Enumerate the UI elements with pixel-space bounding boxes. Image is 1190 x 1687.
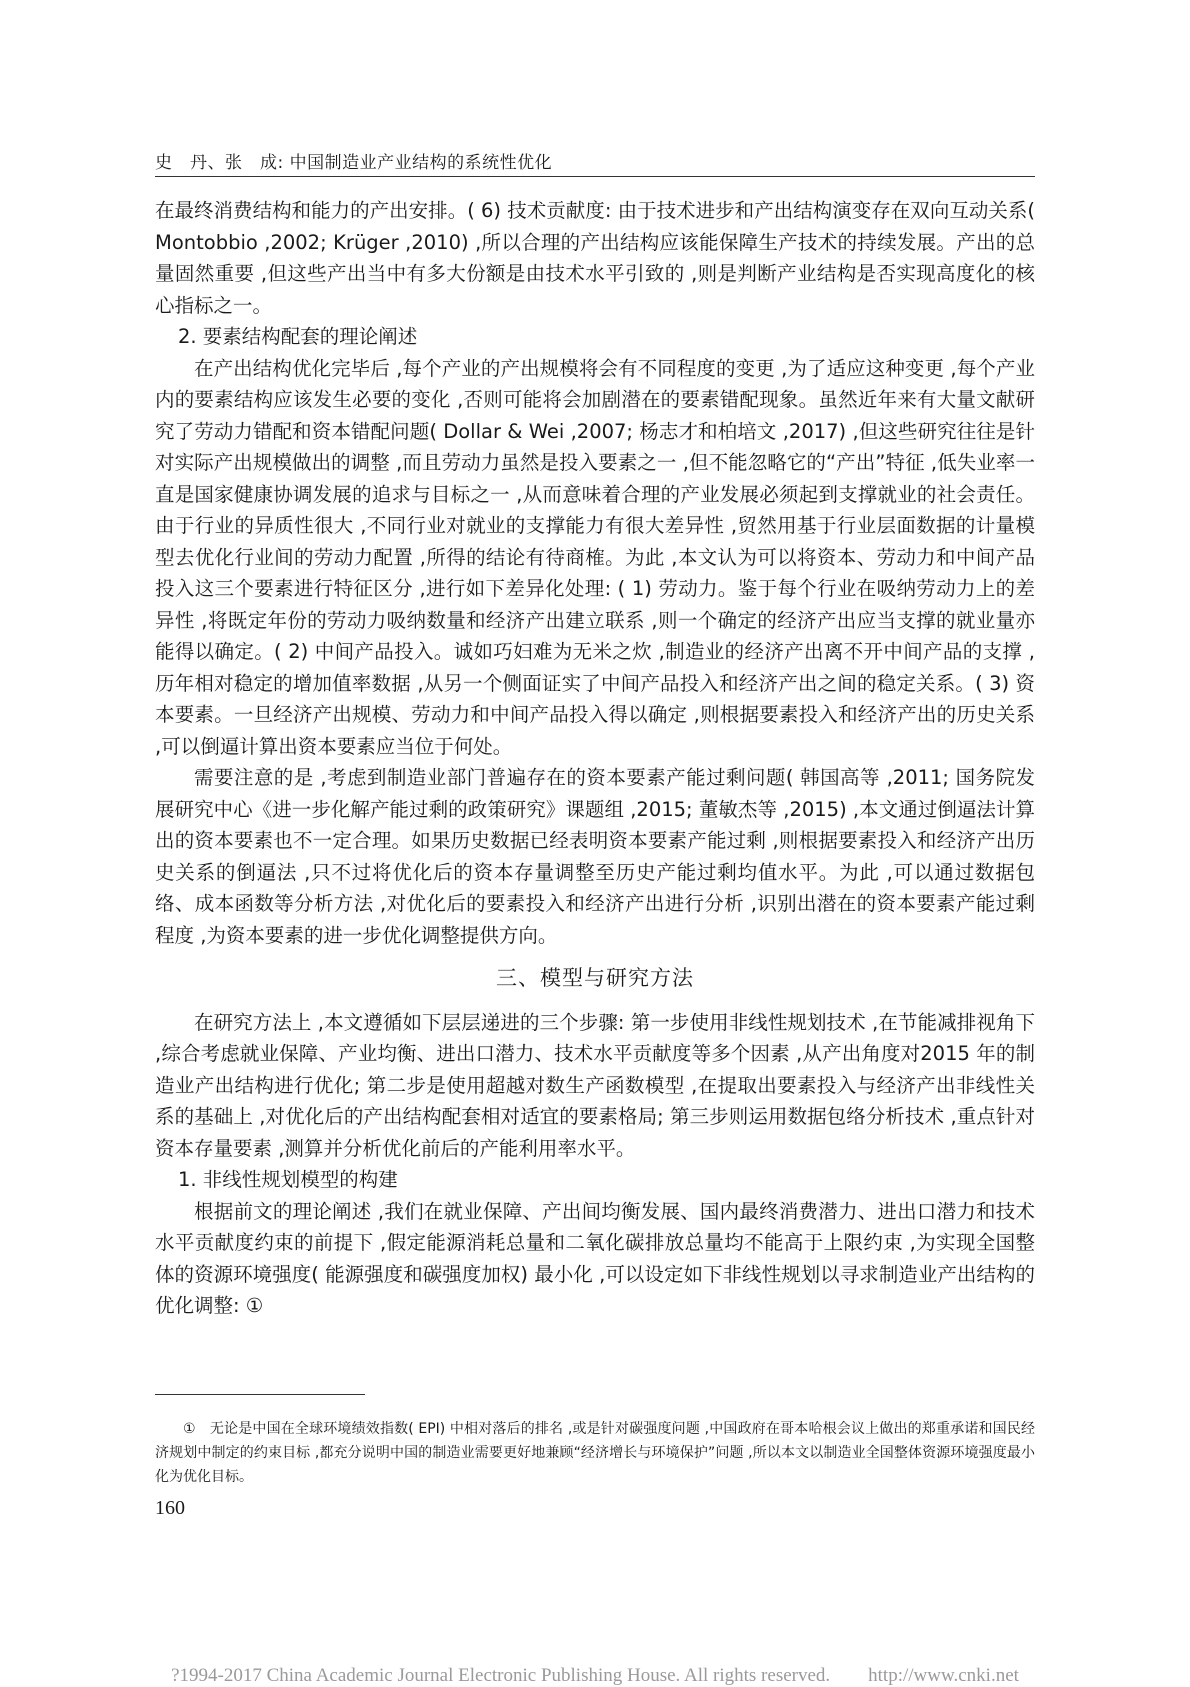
page-number: 160 bbox=[155, 1497, 185, 1519]
footnote-rule bbox=[155, 1394, 365, 1395]
body-text bbox=[155, 195, 1035, 1322]
subheading-2: 2. 要素结构配套的理论阐述 bbox=[178, 325, 418, 348]
paragraph-1: 在最终消费结构和能力的产出安排。( 6) 技术贡献度: 由于技术进步和产出结构演变存在双向互动关系( Montobbio ,2002; Krüger ,2010) ,所以合理的产出结构应该能保障生产技术的持续发展。产出的总量固然重要 ,但这些产出当中有多大份额是由技术水平引致的 ,则是判断产业结构是否实现高度化的核心指标之一。 bbox=[155, 199, 1035, 317]
paragraph-5: 根据前文的理论阐述 ,我们在就业保障、产出间均衡发展、国内最终消费潜力、进出口潜力和技术水平贡献度约束的前提下 ,假定能源消耗总量和二氧化碳排放总量均不能高于上限约束 ,为实现全国整体的资源环境强度( 能源强度和碳强度加权) 最小化 ,可以设定如下非线性规划以寻求制造业产出结构的优化调整: ① bbox=[155, 1199, 1035, 1317]
copyright-notice: ?1994-2017 China Academic Journal Electronic Publishing House. All rights reserved. http://www.cnki.net bbox=[171, 1665, 1019, 1686]
paragraph-3: 需要注意的是 ,考虑到制造业部门普遍存在的资本要素产能过剩问题( 韩国高等 ,2011; 国务院发展研究中心《进一步化解产能过剩的政策研究》课题组 ,2015; 董敏杰等 ,2015) ,本文通过倒逼法计算出的资本要素也不一定合理。如果历史数据已经表明资本要素产能过剩 ,则根据要素投入和经济产出历史关系的倒逼法 ,只不过将优化后的资本存量调整至历史产能过剩均值水平。为此 ,可以通过数据包络、成本函数等分析方法 ,对优化后的要素投入和经济产出进行分析 ,识别出潜在的资本要素产能过剩程度 ,为资本要素的进一步优化调整提供方向。 bbox=[155, 766, 1035, 947]
running-head: 史 丹、张 成: 中国制造业产业结构的系统性优化 bbox=[155, 153, 553, 173]
footnote bbox=[155, 1417, 1035, 1489]
footnote-text: ① 无论是中国在全球环境绩效指数( EPI) 中相对落后的排名 ,或是针对碳强度问题 ,中国政府在哥本哈根会议上做出的郑重承诺和国民经济规划中制定的约束目标 ,都充分说明中国的制造业需要更好地兼顾“经济增长与环境保护”问题 ,所以本文以制造业全国整体资源环境强度最小化为优化目标。 bbox=[155, 1421, 1035, 1485]
section-heading-3: 三、模型与研究方法 bbox=[496, 966, 694, 990]
header-rule bbox=[155, 176, 1035, 177]
subheading-1: 1. 非线性规划模型的构建 bbox=[178, 1168, 398, 1191]
paragraph-2: 在产出结构优化完毕后 ,每个产业的产出规模将会有不同程度的变更 ,为了适应这种变更 ,每个产业内的要素结构应该发生必要的变化 ,否则可能将会加剧潜在的要素错配现象。虽然近年来有大量文献研究了劳动力错配和资本错配问题( Dollar & Wei ,2007; 杨志才和柏培文 ,2017) ,但这些研究往往是针对实际产出规模做出的调整 ,而且劳动力虽然是投入要素之一 ,但不能忽略它的“产出”特征 ,低失业率一直是国家健康协调发展的追求与目标之一 ,从而意味着合理的产业发展必须起到支撑就业的社会责任。由于行业的异质性很大 ,不同行业对就业的支撑能力有很大差异性 ,贸然用基于行业层面数据的计量模型去优化行业间的劳动力配置 ,所得的结论有待商榷。为此 ,本文认为可以将资本、劳动力和中间产品投入这三个要素进行特征区分 ,进行如下差异化处理: ( 1) 劳动力。鉴于每个行业在吸纳劳动力上的差异性 ,将既定年份的劳动力吸纳数量和经济产出建立联系 ,则一个确定的经济产出应当支撑的就业量亦能得以确定。( 2) 中间产品投入。诚如巧妇难为无米之炊 ,制造业的经济产出离不开中间产品的支撑 ,历年相对稳定的增加值率数据 ,从另一个侧面证实了中间产品投入和经济产出之间的稳定关系。( 3) 资本要素。一旦经济产出规模、劳动力和中间产品投入得以确定 ,则根据要素投入和经济产出的历史关系 ,可以倒逼计算出资本要素应当位于何处。 bbox=[155, 356, 1035, 758]
paragraph-4: 在研究方法上 ,本文遵循如下层层递进的三个步骤: 第一步使用非线性规划技术 ,在节能减排视角下 ,综合考虑就业保障、产业均衡、进出口潜力、技术水平贡献度等多个因素 ,从产出角度对2015 年的制造业产出结构进行优化; 第二步是使用超越对数生产函数模型 ,在提取出要素投入与经济产出非线性关系的基础上 ,对优化后的产出结构配套相对适宜的要素格局; 第三步则运用数据包络分析技术 ,重点针对资本存量要素 ,测算并分析优化前后的产能利用率水平。 bbox=[155, 1010, 1035, 1160]
